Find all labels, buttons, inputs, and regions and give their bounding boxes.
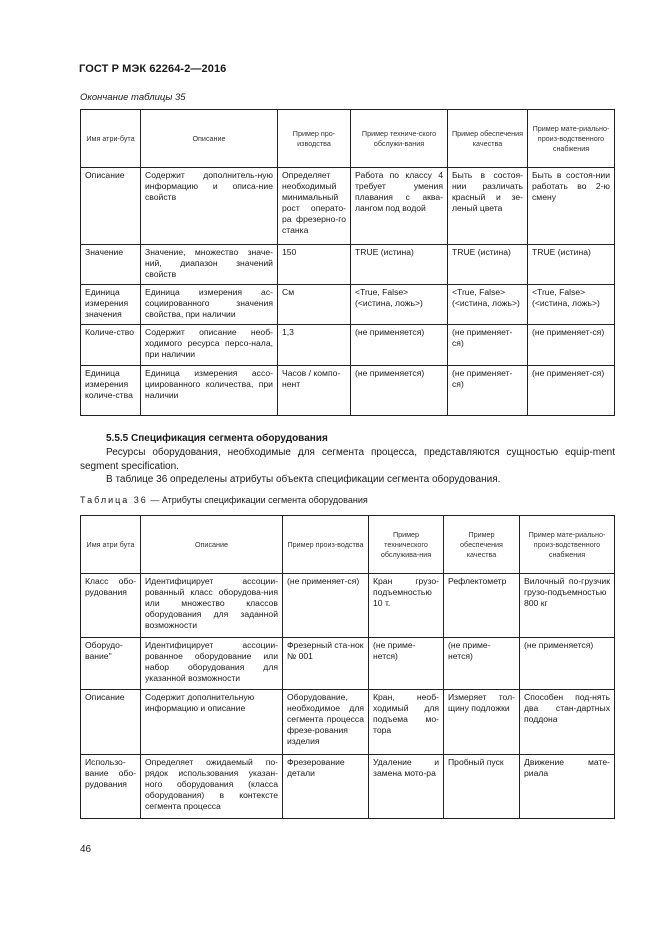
section-heading: 5.5.5 Спецификация сегмента оборудования <box>106 433 328 444</box>
table-35-end <box>80 109 615 416</box>
attribute-name: Класс обо-рудования <box>81 574 141 638</box>
inventory-example: (не применяет-ся) <box>528 366 615 416</box>
maintenance-example: <True, False> (<истина, ложь>) <box>351 285 448 325</box>
inventory-example: Вилочный по-грузчик грузо-подъемностью 800 кг <box>520 574 615 638</box>
table2-caption-text: — Атрибуты спецификации сегмента оборудования <box>147 495 368 505</box>
production-example: См <box>278 285 351 325</box>
table-row <box>81 574 615 638</box>
column-header: Имя атри бута <box>81 516 141 574</box>
inventory-example: Движение мате-риала <box>520 755 615 819</box>
quality-example: <True, False> (<истина, ложь>) <box>448 285 528 325</box>
maintenance-example: (не применяется) <box>351 366 448 416</box>
table-row <box>81 168 615 245</box>
production-example: Фрезерный ста-нок № 001 <box>283 638 369 690</box>
inventory-example: TRUE (истина) <box>528 245 615 285</box>
inventory-example: Быть в состоя-нии работать во 2-ю смену <box>528 168 615 245</box>
column-header: Пример мате-риально-произ-водственного снабжения <box>520 516 615 574</box>
attribute-name: Использо-вание обо-рудования <box>81 755 141 819</box>
description-cell: Идентифицирует ассоции-рованный класс оборудова-ния или множество классов оборудования для заданной возможности <box>141 574 283 638</box>
description-cell: Содержит описание необ-ходимого ресурса персо-нала, при наличии <box>141 325 278 366</box>
table2-caption-label: Таблица 36 <box>80 495 148 505</box>
production-example: 150 <box>278 245 351 285</box>
document-header: ГОСТ Р МЭК 62264-2—2016 <box>79 63 227 75</box>
quality-example: (не применяет-ся) <box>448 325 528 366</box>
column-header: Пример технического обслужива-ния <box>369 516 444 574</box>
maintenance-example: TRUE (истина) <box>351 245 448 285</box>
attribute-name: Единица измерения значения <box>81 285 141 325</box>
description-cell: Значение, множество значе-ний, диапазон значений свойств <box>141 245 278 285</box>
table-row <box>81 638 615 690</box>
table1-caption: Окончание таблицы 35 <box>80 92 186 103</box>
column-header: Пример произ-водства <box>283 516 369 574</box>
maintenance-example: Удаление и замена мото-ра <box>369 755 444 819</box>
attribute-name: Значение <box>81 245 141 285</box>
quality-example: Быть в состоя-нии различать красный и зе-леный цвета <box>448 168 528 245</box>
description-cell: Идентифицирует ассоции-рованное оборудование или набор оборудования для указанной возможности <box>141 638 283 690</box>
quality-example: Рефлектометр <box>444 574 520 638</box>
description-cell: Определяет ожидаемый по-рядок использования указан-ного оборудования (класса оборудования) в контексте сегмента процесса <box>141 755 283 819</box>
table-row <box>81 325 615 366</box>
quality-example: TRUE (истина) <box>448 245 528 285</box>
production-example: 1,3 <box>278 325 351 366</box>
column-header: Имя атри-бута <box>81 110 141 168</box>
quality-example: (не приме-нется) <box>444 638 520 690</box>
attribute-name: Описание <box>81 690 141 755</box>
attribute-name: Описание <box>81 168 141 245</box>
production-example: (не применяет-ся) <box>283 574 369 638</box>
attribute-name: Единица измерения количе-ства <box>81 366 141 416</box>
description-cell: Единица измерения ассо-циированного количества, при наличии <box>141 366 278 416</box>
inventory-example: (не применяет-ся) <box>528 325 615 366</box>
column-header: Пример обеспечения качества <box>444 516 520 574</box>
table-row <box>81 245 615 285</box>
table-row <box>81 366 615 416</box>
quality-example: Измеряет тол-щину подложки <box>444 690 520 755</box>
description-cell: Единица измерения ас-социированного значения свойства, при наличии <box>141 285 278 325</box>
column-header: Описание <box>141 516 283 574</box>
maintenance-example: Кран грузо-подъемностью 10 т. <box>369 574 444 638</box>
description-cell: Содержит дополнительную информацию и описание <box>141 690 283 755</box>
paragraph: В таблице 36 определены атрибуты объекта спецификации сегмента оборудования. <box>106 474 501 485</box>
description-cell: Содержит дополнитель-ную информацию и описа-ние свойств <box>141 168 278 245</box>
production-example: Фрезерование детали <box>283 755 369 819</box>
paragraph: Ресурсы оборудования, необходимые для сегмента процесса, представляются сущностью equip-ment segment specification. <box>80 447 615 472</box>
page-number: 46 <box>80 844 92 855</box>
table-row <box>81 690 615 755</box>
production-example: Оборудование, необходимое для сегмента процесса фрезе-рования изделия <box>283 690 369 755</box>
inventory-example: Способен под-нять два стан-дартных поддона <box>520 690 615 755</box>
table-36 <box>80 515 615 819</box>
table-row <box>81 755 615 819</box>
table-row <box>81 285 615 325</box>
quality-example: Пробный пуск <box>444 755 520 819</box>
maintenance-example: (не применяется) <box>351 325 448 366</box>
production-example: Часов / компо-нент <box>278 366 351 416</box>
column-header: Пример техниче-ского обслужи-вания <box>351 110 448 168</box>
inventory-example: <True, False> (<истина, ложь>) <box>528 285 615 325</box>
column-header: Пример обеспечения качества <box>448 110 528 168</box>
column-header: Пример мате-риально-произ-водственного снабжения <box>528 110 615 168</box>
quality-example: (не применяет-ся) <box>448 366 528 416</box>
attribute-name: Количе-ство <box>81 325 141 366</box>
attribute-name: Оборудо-вание" <box>81 638 141 690</box>
inventory-example: (не применяется) <box>520 638 615 690</box>
production-example: Определяет необходимый минимальный рост операто-ра фрезерно-го станка <box>278 168 351 245</box>
table2-caption <box>80 495 368 505</box>
maintenance-example: (не приме-нется) <box>369 638 444 690</box>
maintenance-example: Кран, необ-ходимый для подъема мо-тора <box>369 690 444 755</box>
column-header: Пример про-изводства <box>278 110 351 168</box>
column-header: Описание <box>141 110 278 168</box>
maintenance-example: Работа по классу 4 требует умения плавания с аква-лангом под водой <box>351 168 448 245</box>
